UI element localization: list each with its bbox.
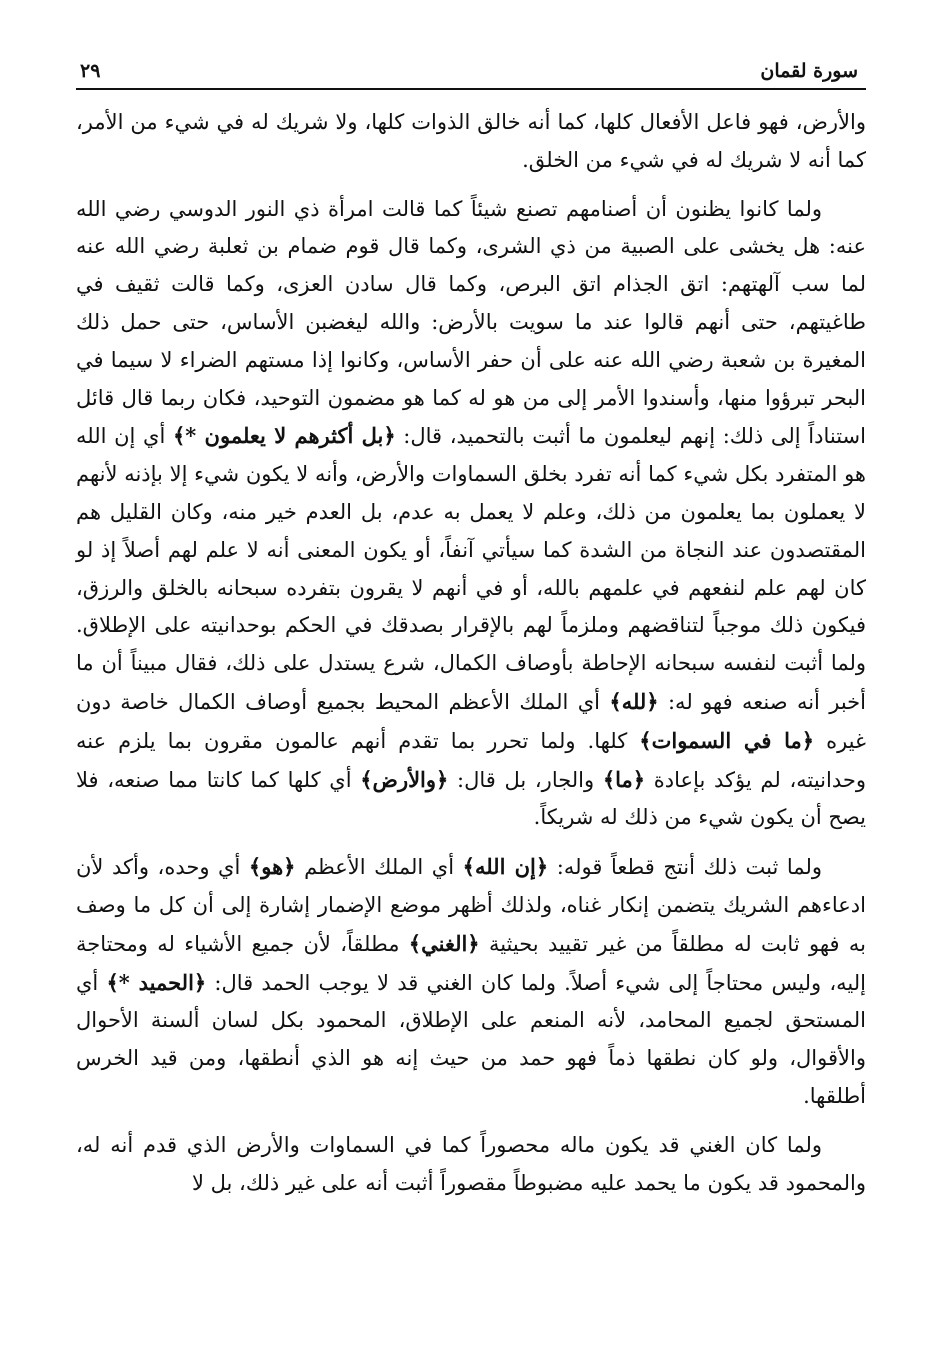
quran-quote: ﴿بل أكثرهم لا يعلمون *﴾ (172, 423, 396, 449)
paragraph (76, 191, 866, 838)
quran-quote: ﴿لله﴾ (609, 688, 659, 714)
text-run: أي المستحق لجميع المحامد، لأنه المنعم على الإطلاق، المحمود بكل لسان ألسنة الأحوال والأقوال، ولو كان نطقها ذماً فهو حمد من حيث إنه هو الذي أنطقها، ومن قيد الخرس أطلقها. (76, 970, 866, 1108)
quran-quote: ﴿إن الله﴾ (462, 854, 549, 880)
text-run: مطلقاً، لأن جميع الأشياء له ومحتاجة إليه، وليس محتاجاً إلى شيء أصلاً. ولما كان الغني قد لا يوجب الحمد قال: (76, 931, 866, 995)
text-run: أي الملك الأعظم المحيط بجميع أوصاف الكمال خاصة دون غيره (76, 689, 866, 753)
quran-quote: ﴿ما في السموات﴾ (639, 727, 815, 753)
paragraph (76, 104, 866, 180)
text-run: ولما كانوا يظنون أن أصنامهم تصنع شيئاً كما قالت امرأة ذي النور الدوسي رضي الله عنه: هل يخشى على الصبية من ذي الشرى، وكما قال قوم ضمام بن ثعلبة رضي الله عنه لما سب آلهتهم: اتق الجذام اتق البرص، وكما قال سادن العزى، وكما قالت ثقيف في طاغيتهم، حتى أنهم قالوا عند ما سويت بالأرض: والله ليغضبن الأساس، حتى حمل ذلك المغيرة بن شعبة رضي الله عنه على أن حفر الأساس، وكانوا إذا مستهم الضراء لا سيما في البحر تبرؤوا منها، وأسندوا الأمر إلى من هو له كما هو مضمون التوحيد، فكان ربما قال قائل استناداً إلى ذلك: إنهم ليعلمون ما أثبت بالتحميد، قال: (76, 196, 866, 449)
page-number: ٢٩ (80, 60, 101, 82)
text-run: والأرض، فهو فاعل الأفعال كلها، كما أنه خالق الذوات كلها، ولا شريك له في شيء من الأمر، كما أنه لا شريك له في شيء من الخلق. (76, 110, 866, 172)
paragraph (76, 848, 866, 1116)
text-run: ولما كان الغني قد يكون ماله محصوراً كما في السماوات والأرض الذي قدم أنه له، والمحمود قد يكون ما يحمد عليه مضبوطاً مقصوراً أثبت أنه على غير ذلك، بل لا (76, 1132, 866, 1195)
text-run: أي وحده، وأكد لأن ادعاءهم الشريك يتضمن إنكار غناه، ولذلك أظهر موضع الإضمار إشارة إلى أن كل ما وصف به فهو ثابت له مطلقاً من غير تقييد بحيثية (76, 855, 866, 956)
running-header (76, 56, 866, 90)
quran-quote: ﴿الحميد *﴾ (106, 969, 207, 995)
quran-quote: ﴿الغني﴾ (408, 930, 480, 956)
text-run: أي كلها كما كانتا مما صنعه، فلا يصح أن يكون شيء من ذلك له شريكاً. (76, 767, 866, 830)
text-run: أي إن الله هو المتفرد بكل شيء كما أنه تفرد بخلق السماوات والأرض، وأنه لا يكون شيء إلا بإذنه لأنهم لا يعملون بما يعلمون من ذلك، وعلم لا يعمل به عدم، بل العدم خير منه، وكان القليل هم المقتصدون عند النجاة من الشدة كما سيأتي آنفاً، أو يكون المعنى أنه لا علم لهم أصلاً إذ لو كان لهم علم لنفعهم في علمهم بالله، أو في أنهم لا يقرون بتفرده سبحانه بالخلق والرزق، فيكون ذلك موجباً لتناقضهم وملزماً لهم بالإقرار بصدقك في الحكم بوحدانيته على الإطلاق. ولما أثبت لنفسه سبحانه الإحاطة بأوصاف الكمال، شرع يستدل على ذلك، فقال مبيناً أن ما أخبر أنه صنعه فهو له: (76, 424, 866, 714)
paragraph (76, 1127, 866, 1203)
text-run: والجار، بل قال: (457, 767, 595, 792)
header-rule (76, 88, 866, 90)
quran-quote: ﴿ما﴾ (602, 766, 646, 792)
quran-quote: ﴿هو﴾ (248, 854, 296, 880)
text-run: ولما ثبت ذلك أنتج قطعاً قوله: (556, 855, 822, 880)
body-text (76, 104, 866, 1213)
surah-title: سورة لقمان (760, 60, 858, 82)
quran-quote: ﴿والأرض﴾ (360, 766, 449, 792)
text-run: كلها. ولما تحرر بما تقدم أنهم عالمون مقرون بما يلزم عنه وحدانيته، لم يؤكد بإعادة (76, 728, 866, 792)
text-run: أي الملك الأعظم (304, 855, 455, 880)
